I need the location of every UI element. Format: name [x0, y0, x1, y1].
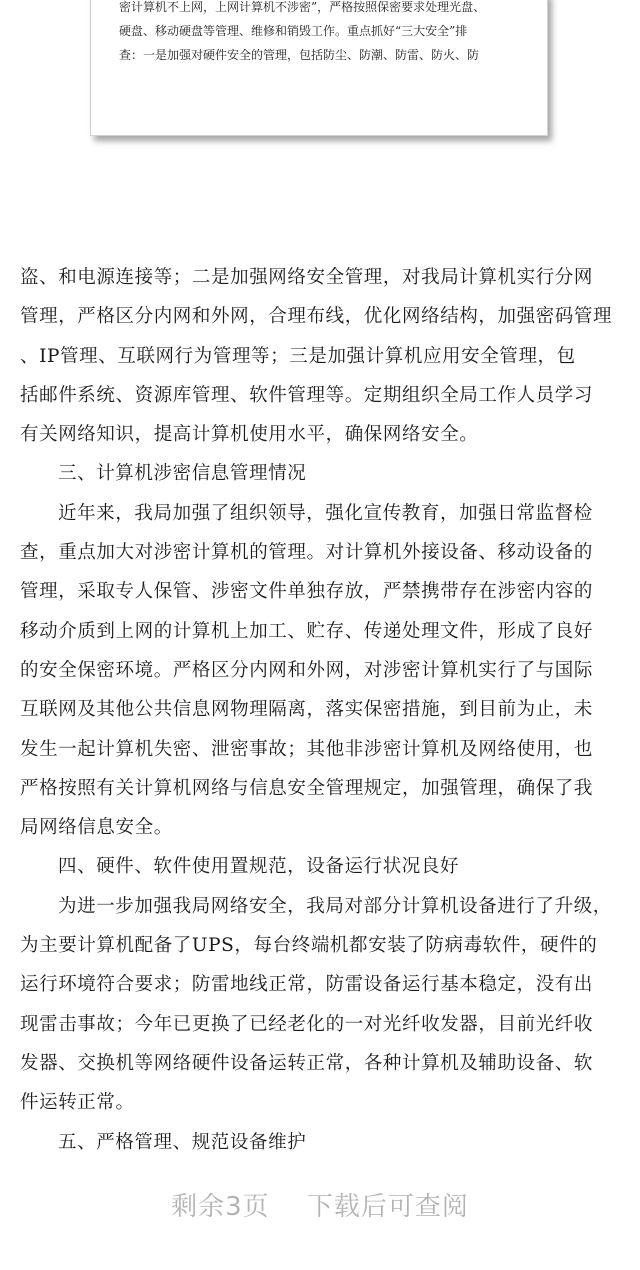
document-preview-card: [90, 0, 548, 136]
section-heading-5: 五、严格管理、规范设备维护: [58, 1131, 307, 1153]
paragraph-line: 管理，采取专人保管、涉密文件单独存放，严禁携带存在涉密内容的: [20, 581, 594, 603]
section-heading-4: 四、硬件、软件使用置规范，设备运行状况良好: [58, 856, 460, 878]
section-heading-3: 三、计算机涉密信息管理情况: [58, 463, 307, 485]
paragraph-line: 管理，严格区分内网和外网，合理布线，优化网络结构，加强密码管理: [20, 306, 613, 328]
paragraph-line: 有关网络知识，提高计算机使用水平，确保网络安全。: [20, 424, 479, 446]
paragraph-line: 发器、交换机等网络硬件设备运转正常，各种计算机及辅助设备、软: [20, 1052, 594, 1074]
paragraph-line: 发生一起计算机失密、泄密事故；其他非涉密计算机及网络使用，也: [20, 738, 594, 760]
preview-text: [119, 0, 519, 67]
paragraph-line: 严格按照有关计算机网络与信息安全管理规定，加强管理，确保了我: [20, 777, 594, 799]
paragraph-line: 为主要计算机配备了UPS，每台终端机都安装了防病毒软件，硬件的: [20, 935, 598, 957]
paragraph-line: 为进一步加强我局网络安全，我局对部分计算机设备进行了升级，: [58, 895, 612, 917]
paragraph-line: 括邮件系统、资源库管理、软件管理等。定期组织全局工作人员学习: [20, 384, 594, 406]
paragraph-line: 近年来，我局加强了组织领导，强化宣传教育，加强日常监督检: [58, 502, 593, 524]
preview-line: 密计算机不上网，上网计算机不涉密”，严格按照保密要求处理光盘、: [119, 0, 486, 14]
paragraph-line: 盗、和电源连接等；二是加强网络安全管理，对我局计算机实行分网: [20, 267, 594, 288]
preview-line: 查：一是加强对硬件安全的管理，包括防尘、防潮、防雷、防火、防: [119, 48, 480, 62]
paragraph-line: 运行环境符合要求；防雷地线正常，防雷设备运行基本稳定，没有出: [20, 974, 594, 996]
download-prompt[interactable]: [0, 1186, 640, 1223]
preview-line: 硬盘、移动硬盘等管理、维修和销毁工作。重点抓好“三大安全”排: [119, 24, 468, 38]
document-body: [20, 258, 624, 1162]
paragraph-line: 查，重点加大对涉密计算机的管理。对计算机外接设备、移动设备的: [20, 542, 594, 564]
paragraph-line: 移动介质到上网的计算机上加工、贮存、传递处理文件，形成了良好: [20, 620, 594, 642]
paragraph-line: 互联网及其他公共信息网物理隔离，落实保密措施，到目前为止，未: [20, 699, 594, 721]
paragraph-line: 、IP管理、互联网行为管理等；三是加强计算机应用安全管理，包: [20, 345, 576, 367]
paragraph-line: 件运转正常。: [20, 1092, 135, 1114]
paragraph-line: 现雷击事故；今年已更换了已经老化的一对光纤收发器，目前光纤收: [20, 1013, 594, 1035]
paragraph-line: 局网络信息安全。: [20, 817, 173, 839]
remaining-pages-label: 剩余3页: [171, 1192, 270, 1222]
download-to-read-label: 下载后可查阅: [306, 1192, 469, 1222]
paragraph-line: 的安全保密环境。严格区分内网和外网，对涉密计算机实行了与国际: [20, 659, 594, 681]
